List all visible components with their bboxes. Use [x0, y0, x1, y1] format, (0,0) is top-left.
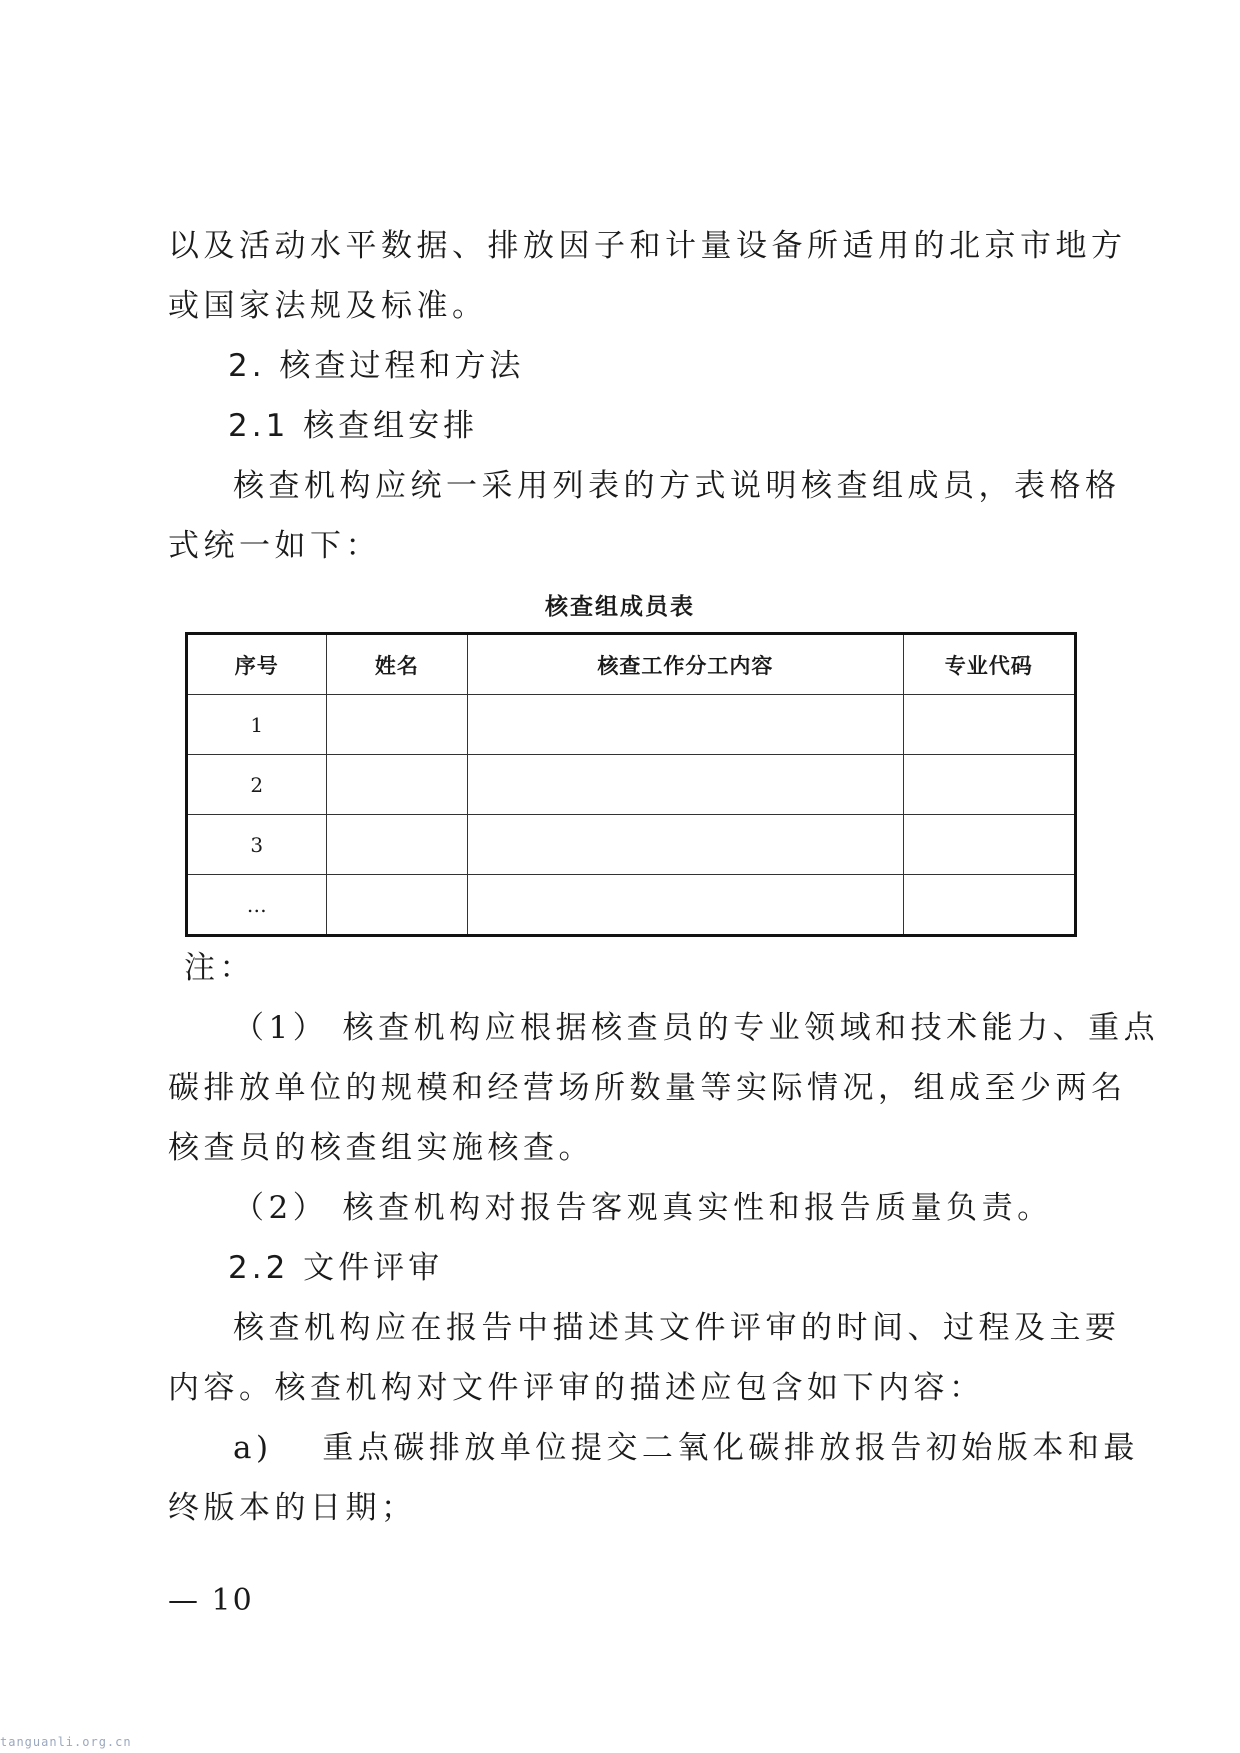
subsection-heading: 2.1 核查组安排: [228, 408, 479, 444]
table-cell: [468, 695, 903, 755]
column-header-name: 姓名: [326, 634, 468, 695]
table-cell: 3: [187, 815, 327, 875]
table-header-row: [187, 634, 1076, 695]
table-row: [187, 755, 1076, 815]
paragraph-line: 式统一如下：: [168, 528, 381, 564]
note-label: 注：: [184, 950, 255, 986]
table-cell: [326, 815, 468, 875]
table-row: [187, 875, 1076, 936]
table-row: [187, 815, 1076, 875]
table-cell: [903, 755, 1075, 815]
table-cell: [326, 695, 468, 755]
column-header-code: 专业代码: [903, 634, 1075, 695]
table-cell: 2: [187, 755, 327, 815]
table-cell: [468, 815, 903, 875]
note-line: （2） 核查机构对报告客观真实性和报告质量负责。: [233, 1190, 1053, 1226]
subsection-heading: 2.2 文件评审: [228, 1250, 444, 1286]
table-cell: …: [187, 875, 327, 936]
paragraph-line: 内容。核查机构对文件评审的描述应包含如下内容：: [168, 1370, 985, 1406]
table-cell: 1: [187, 695, 327, 755]
note-line: （1） 核查机构应根据核查员的专业领域和技术能力、重点: [233, 1010, 1160, 1046]
section-heading: 2. 核查过程和方法: [228, 348, 525, 384]
list-item-line: 终版本的日期；: [168, 1490, 417, 1526]
table-cell: [903, 815, 1075, 875]
paragraph-line: 核查机构应在报告中描述其文件评审的时间、过程及主要: [233, 1310, 1121, 1346]
table-cell: [326, 755, 468, 815]
table-cell: [903, 695, 1075, 755]
table-title: 核查组成员表: [545, 594, 695, 620]
team-members-table: [185, 632, 1077, 937]
table-cell: [326, 875, 468, 936]
table-cell: [468, 875, 903, 936]
column-header-duty: 核查工作分工内容: [468, 634, 903, 695]
page-number: — 10: [168, 1583, 254, 1618]
paragraph-line: 核查机构应统一采用列表的方式说明核查组成员，表格格: [233, 468, 1121, 504]
list-item-line: a) 重点碳排放单位提交二氧化碳排放报告初始版本和最: [233, 1430, 1139, 1466]
paragraph-line: 或国家法规及标准。: [168, 288, 488, 324]
note-line: 核查员的核查组实施核查。: [168, 1130, 594, 1166]
note-line: 碳排放单位的规模和经营场所数量等实际情况，组成至少两名: [168, 1070, 1127, 1106]
table-cell: [468, 755, 903, 815]
paragraph-line: 以及活动水平数据、排放因子和计量设备所适用的北京市地方: [168, 228, 1127, 264]
column-header-index: 序号: [187, 634, 327, 695]
table-cell: [903, 875, 1075, 936]
table-row: [187, 695, 1076, 755]
watermark-text: tanguanli.org.cn: [0, 1735, 132, 1749]
